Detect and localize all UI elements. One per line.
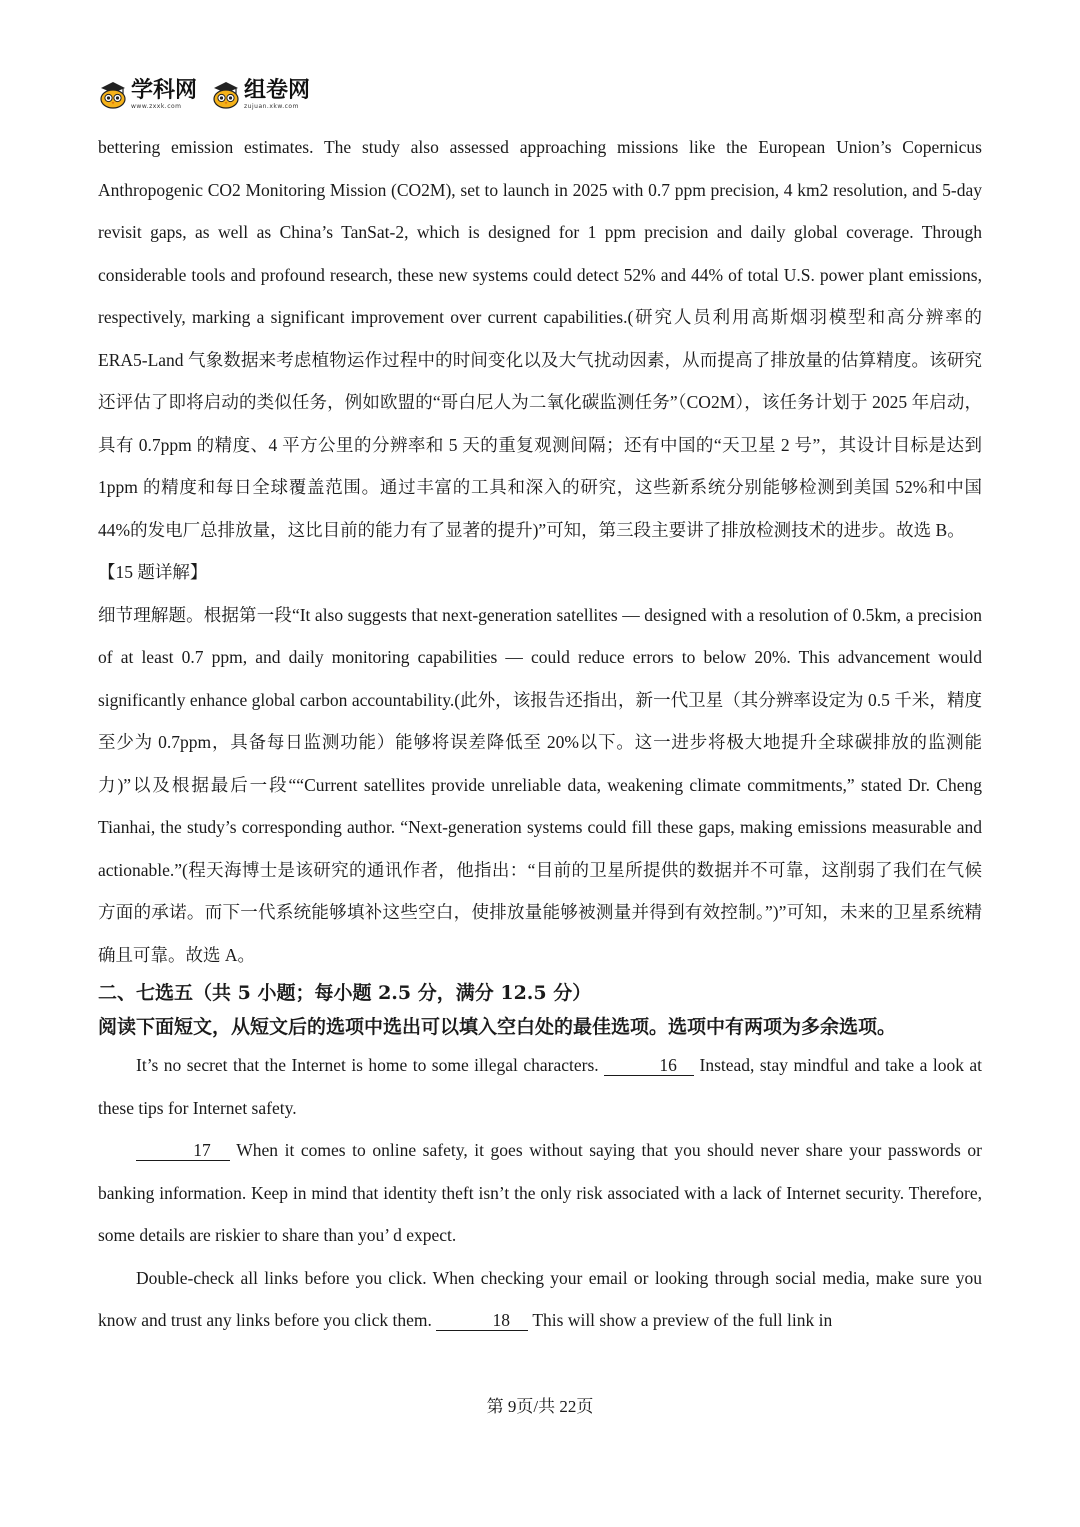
document-body <box>98 126 982 1342</box>
header-logos <box>98 80 310 120</box>
passage-text: Double-check all links before you click. When checking your email or looking through social media, make sure you know and trust any links before you click them. <box>98 1267 982 1330</box>
section-instruction: 阅读下面短文，从短文后的选项中选出可以填入空白处的最佳选项。选项中有两项为多余选项。 <box>98 1016 897 1038</box>
passage-text: It’s no secret that the Internet is home to some illegal characters. <box>136 1055 599 1075</box>
passage-text: Instead, stay mindful and take a look at these tips for Internet safety. <box>98 1055 983 1118</box>
passage-paragraph-3 <box>98 1257 982 1342</box>
blank-17: 17 <box>136 1140 230 1161</box>
logo-zujuanwang-url: zujuan.xkw.com <box>244 103 299 110</box>
logo-xuekewang-url: www.zxxk.com <box>131 103 182 110</box>
passage-text: When it comes to online safety, it goes without saying that you should never share your passwords or banking information. Keep in mind that identity theft isn’t the only risk associated with a lack of Internet security. Therefore, some details are riskier to share than you’ d expect. <box>98 1140 983 1245</box>
passage-paragraph-1 <box>98 1044 982 1129</box>
logo-xuekewang <box>98 80 197 110</box>
answer-explanation-q14: bettering emission estimates. The study also assessed approaching missions like the European Union’s Copernicus Anthropogenic CO2 Monitoring Mission (CO2M), set to launch in 2025 with 0.7 ppm precision, 4 km2 resolution, and 5-day revisit gaps, as well as China’s TanSat-2, which is designed for 1 ppm precision and daily global coverage. Through considerable tools and profound research, these new systems could detect 52% and 44% of total U.S. power plant emissions, respectively, marking a significant improvement over current capabilities.(研究人员利用高斯烟羽模型和高分辨率的 ERA5-Land 气象数据来考虑植物运作过程中的时间变化以及大气扰动因素，从而提高了排放量的估算精度。该研究还评估了即将启动的类似任务，例如欧盟的“哥白尼人为二氧化碳监测任务”（CO2M），该任务计划于 2025 年启动，具有 0.7ppm 的精度、4 平方公里的分辨率和 5 天的重复观测间隔；还有中国的“天卫星 2 号”，其设计目标是达到 1ppm 的精度和每日全球覆盖范围。通过丰富的工具和深入的研究，这些新系统分别能够检测到美国 52%和中国 44%的发电厂总排放量，这比目前的能力有了显著的提升)”可知，第三段主要讲了排放检测技术的进步。故选 B。 <box>98 137 982 540</box>
passage-text: This will show a preview of the full link in <box>532 1310 833 1330</box>
answer-explanation-q15: 细节理解题。根据第一段“It also suggests that next-generation satellites — designed with a resolution of 0.5km, a precision of at least 0.7 ppm, and daily monitoring capabilities — could reduce errors to below 20%. This advancement would significantly enhance global carbon accountability.(此外，该报告还指出，新一代卫星（其分辨率设定为 0.5 千米，精度至少为 0.7ppm，具备每日监测功能）能够将误差降低至 20%以下。这一进步将极大地提升全球碳排放的监测能力)”以及根据最后一段““Current satellites provide unreliable data, weakening climate commitments,” stated Dr. Cheng Tianhai, the study’s corresponding author. “Next-generation systems could fill these gaps, making emissions measurable and actionable.”(程天海博士是该研究的通讯作者，他指出：“目前的卫星所提供的数据并不可靠，这削弱了我们在气候方面的承诺。而下一代系统能够填补这些空白，使排放量能够被测量并得到有效控制。”)”可知，未来的卫星系统精确且可靠。故选 A。 <box>98 604 982 965</box>
logo-zujuanwang <box>211 80 310 110</box>
passage-paragraph-2 <box>98 1129 982 1257</box>
q15-heading: 【15 题详解】 <box>98 562 208 582</box>
blank-18: 18 <box>436 1310 528 1331</box>
logo-zujuanwang-name: 组卷网 <box>244 78 311 103</box>
logo-xuekewang-name: 学科网 <box>131 78 198 103</box>
section-title: 二、七选五（共 5 小题；每小题 2.5 分，满分 12.5 分） <box>98 982 592 1004</box>
blank-16: 16 <box>604 1055 694 1076</box>
owl-mascot-icon <box>211 80 241 110</box>
page-number: 第 9页/共 22页 <box>486 1397 594 1416</box>
owl-mascot-icon <box>98 80 128 110</box>
